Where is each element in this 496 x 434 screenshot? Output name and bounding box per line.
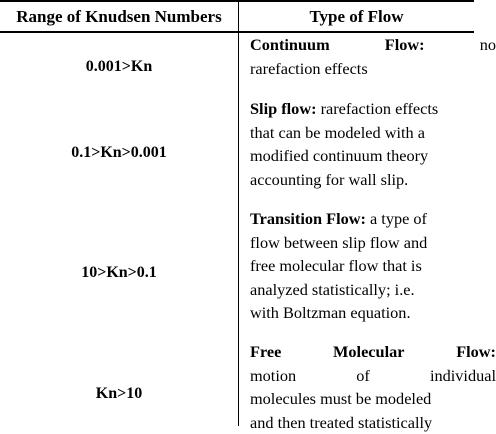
range-cell-transition: 10>Kn>0.1 [0, 264, 238, 282]
header-flow-type: Type of Flow [239, 3, 474, 31]
header-range: Range of Knudsen Numbers [0, 3, 238, 31]
flow-text-segment: rarefaction effects [250, 57, 368, 81]
flow-text-line [250, 301, 496, 325]
flow-text-line [250, 364, 496, 388]
flow-text-segment: free molecular flow that is [250, 254, 422, 278]
flow-text-line [250, 411, 496, 434]
flow-text-segment: Molecular [333, 340, 404, 364]
flow-text-segment: Flow: [385, 33, 425, 57]
column-divider [238, 0, 239, 426]
flow-cell-slip [250, 97, 496, 191]
range-cell-free-molecular: Kn>10 [0, 385, 238, 403]
range-cell-slip: 0.1>Kn>0.001 [0, 144, 238, 162]
flow-text-segment: Continuum [250, 33, 330, 57]
flow-text-segment: Flow: [456, 340, 496, 364]
flow-text-segment: accounting for wall slip. [250, 168, 408, 192]
flow-text-segment: of [356, 364, 370, 388]
flow-text-segment: Free [250, 340, 281, 364]
flow-text-segment: Slip flow: rarefaction effects [250, 97, 438, 121]
flow-text-line [250, 33, 496, 57]
flow-text-line [250, 57, 496, 81]
flow-text-segment: motion [250, 364, 296, 388]
flow-text-segment: modified continuum theory [250, 144, 428, 168]
flow-text-segment: analyzed statistically; i.e. [250, 278, 415, 302]
flow-text-line [250, 207, 496, 231]
flow-text-segment: that can be modeled with a [250, 121, 425, 145]
flow-text-segment: Transition Flow: a type of [250, 207, 427, 231]
flow-text-segment: and then treated statistically [250, 411, 432, 434]
flow-text-segment: no [480, 33, 496, 57]
table-top-border [0, 0, 474, 2]
flow-text-segment: individual [430, 364, 496, 388]
flow-text-line [250, 278, 496, 302]
flow-text-line [250, 97, 496, 121]
flow-cell-transition [250, 207, 496, 325]
flow-text-segment: with Boltzman equation. [250, 301, 411, 325]
range-cell-continuum: 0.001>Kn [0, 58, 238, 76]
flow-text-segment: molecules must be modeled [250, 387, 431, 411]
flow-text-line [250, 121, 496, 145]
flow-text-line [250, 168, 496, 192]
flow-text-line [250, 254, 496, 278]
flow-text-line [250, 231, 496, 255]
flow-text-line [250, 340, 496, 364]
flow-cell-free-molecular [250, 340, 496, 434]
flow-text-line [250, 144, 496, 168]
flow-text-segment: flow between slip flow and [250, 231, 427, 255]
flow-cell-continuum [250, 33, 496, 80]
flow-text-line [250, 387, 496, 411]
